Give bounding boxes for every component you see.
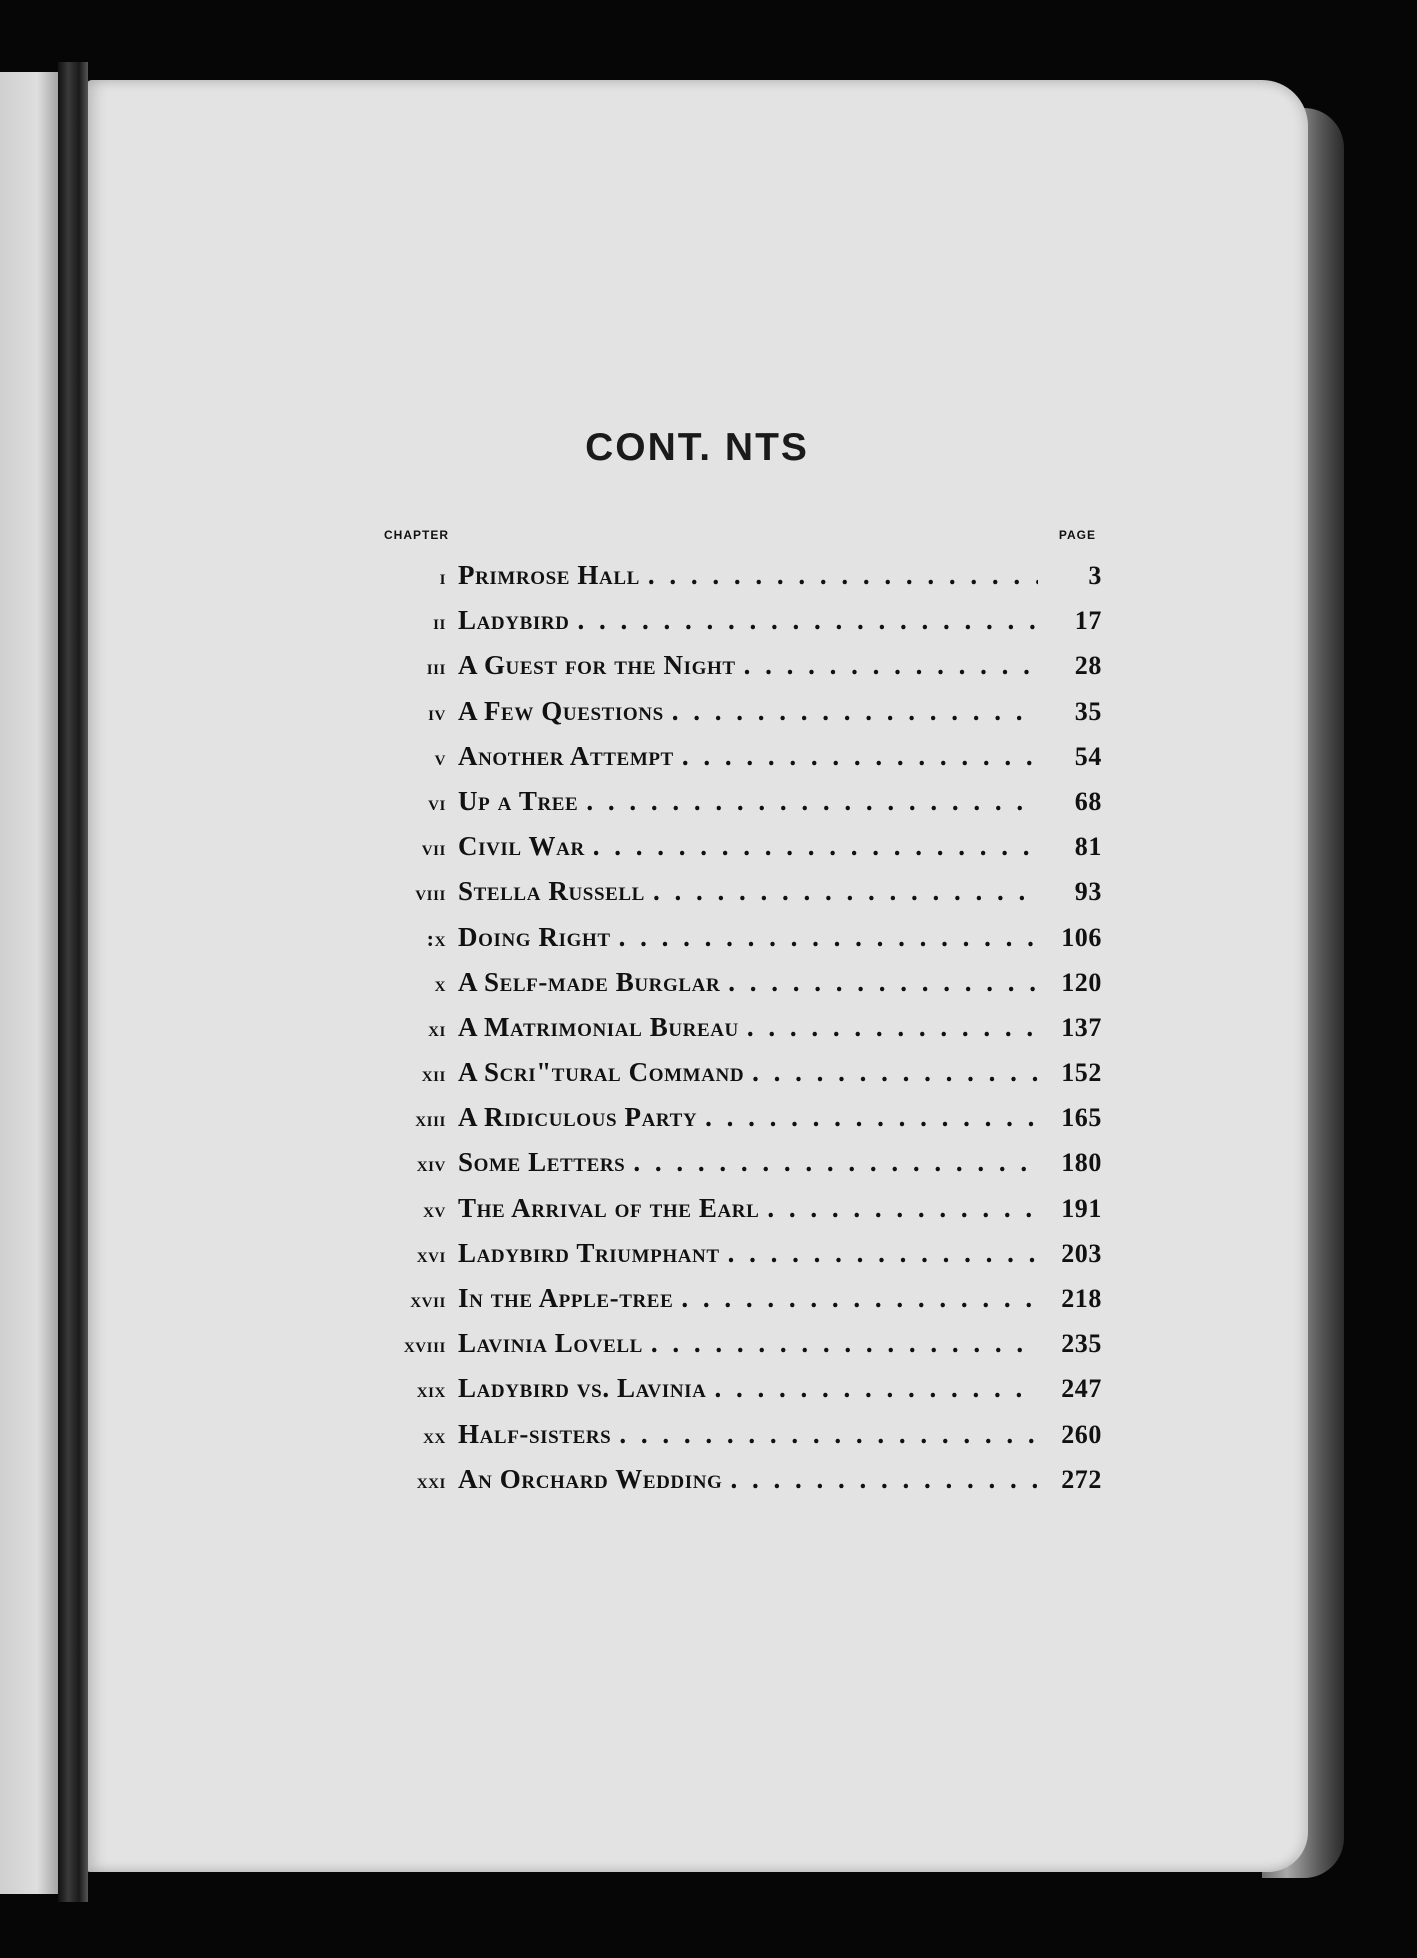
chapter-number: x [434,970,446,996]
chapter-page-number: 81 [1074,832,1102,862]
chapter-page-number: 260 [1061,1419,1102,1449]
chapter-page-number: 152 [1061,1058,1102,1088]
toc-entry [384,922,1102,967]
chapter-number: xx [423,1422,446,1448]
chapter-title: Primrose Hall [458,560,640,590]
chapter-number: xiv [416,1151,446,1177]
chapter-title: A Few Questions [458,695,664,726]
toc-entry [384,1464,1102,1509]
chapter-page-number: 3 [1088,561,1102,590]
toc-entry [384,560,1102,605]
chapter-number: iii [426,654,446,680]
chapter-page-number: 28 [1074,651,1102,681]
chapter-title: Doing Right [458,921,611,952]
chapter-page-number: 17 [1074,606,1102,636]
chapter-title: Stella Russell [458,876,645,907]
toc-entry [384,1102,1102,1147]
dot-leader [767,1193,1038,1224]
dot-leader [682,741,1038,772]
chapter-page-number: 165 [1061,1103,1102,1133]
chapter-title: A Guest for the Night [458,650,736,681]
chapter-page-number: 93 [1074,877,1102,907]
dot-leader [747,1012,1038,1043]
toc-entry [384,650,1102,695]
table-of-contents [384,528,1102,1509]
toc-entry [384,1373,1102,1418]
chapter-number: i [439,564,446,589]
chapter-title: A Self-made Burglar [458,966,721,997]
dot-leader [653,876,1038,907]
chapter-page-number: 235 [1061,1329,1102,1359]
chapter-page-number: 106 [1061,922,1102,952]
dot-leader [619,922,1038,953]
toc-entry [384,831,1102,876]
left-page-edge [0,72,62,1894]
dot-leader [648,560,1038,591]
toc-entry [384,967,1102,1012]
dot-leader [586,786,1038,817]
chapter-title: The Arrival of the Earl [458,1192,760,1223]
chapter-title: Ladybird vs. Lavinia [458,1373,707,1404]
chapter-title: Up a Tree [458,785,579,816]
chapter-number: xxi [416,1467,446,1493]
dot-leader [619,1419,1038,1450]
toc-header [384,528,1102,546]
dot-leader [672,696,1038,727]
toc-entry [384,1012,1102,1057]
dot-leader [752,1057,1038,1088]
chapter-page-number: 54 [1074,741,1102,771]
chapter-number: xix [416,1377,446,1403]
chapter-number: :x [426,925,446,951]
toc-entry [384,696,1102,741]
chapter-title: Another Attempt [458,740,674,771]
dot-leader [728,1238,1038,1269]
chapter-number: xvi [416,1241,446,1267]
chapter-title: In the Apple-tree [458,1283,674,1313]
toc-entry [384,1238,1102,1283]
chapter-number: xv [423,1196,446,1222]
chapter-page-number: 203 [1061,1238,1102,1268]
chapter-title: An Orchard Wedding [458,1463,723,1494]
toc-entry [384,605,1102,650]
chapter-number: xii [421,1061,446,1087]
dot-leader [681,1283,1038,1314]
dot-leader [714,1373,1038,1404]
chapter-title: A Ridiculous Party [458,1102,698,1133]
chapter-number: viii [415,880,446,906]
toc-entry [384,1193,1102,1238]
chapter-number: xi [428,1015,446,1041]
chapter-column-label: CHAPTER [384,528,450,542]
toc-entry [384,1283,1102,1328]
chapter-page-number: 180 [1061,1148,1102,1178]
dot-leader [744,650,1038,681]
chapter-number: xvii [410,1287,446,1312]
dot-leader [705,1102,1038,1133]
toc-entry [384,1328,1102,1373]
chapter-page-number: 191 [1061,1193,1102,1223]
dot-leader [577,605,1038,636]
toc-entry [384,1147,1102,1192]
dot-leader [728,967,1038,998]
page-title: CONT. NTS [585,426,809,469]
dot-leader [593,831,1038,862]
dot-leader [651,1328,1038,1359]
toc-entry [384,741,1102,786]
chapter-page-number: 35 [1074,696,1102,726]
chapter-list [384,560,1102,1509]
chapter-number: v [434,744,446,770]
chapter-number: xviii [403,1332,446,1358]
chapter-number: ii [433,609,446,635]
chapter-title: Ladybird Triumphant [458,1237,720,1268]
chapter-page-number: 247 [1061,1374,1102,1404]
chapter-page-number: 218 [1061,1284,1102,1313]
chapter-number: xiii [415,1106,446,1132]
chapter-number: iv [428,699,446,725]
dot-leader [633,1147,1038,1178]
chapter-page-number: 137 [1061,1012,1102,1042]
chapter-title: Lavinia Lovell [458,1328,643,1359]
toc-entry [384,876,1102,921]
chapter-title: A Matrimonial Bureau [458,1011,739,1042]
book-gutter [58,62,88,1902]
chapter-title: Half-sisters [458,1418,612,1449]
toc-entry [384,1419,1102,1464]
page-column-label: PAGE [1058,528,1096,542]
toc-entry [384,786,1102,831]
dot-leader [730,1464,1038,1495]
chapter-page-number: 272 [1061,1464,1102,1494]
chapter-page-number: 68 [1074,786,1102,816]
chapter-title: Civil War [458,831,585,862]
chapter-title: Some Letters [458,1147,626,1178]
chapter-page-number: 120 [1061,967,1102,997]
toc-entry [384,1057,1102,1102]
chapter-number: vii [421,835,446,861]
chapter-number: vi [428,789,446,815]
chapter-title: Ladybird [458,605,570,636]
contents-page [86,80,1308,1872]
chapter-title: A Scri"tural Command [458,1057,745,1088]
